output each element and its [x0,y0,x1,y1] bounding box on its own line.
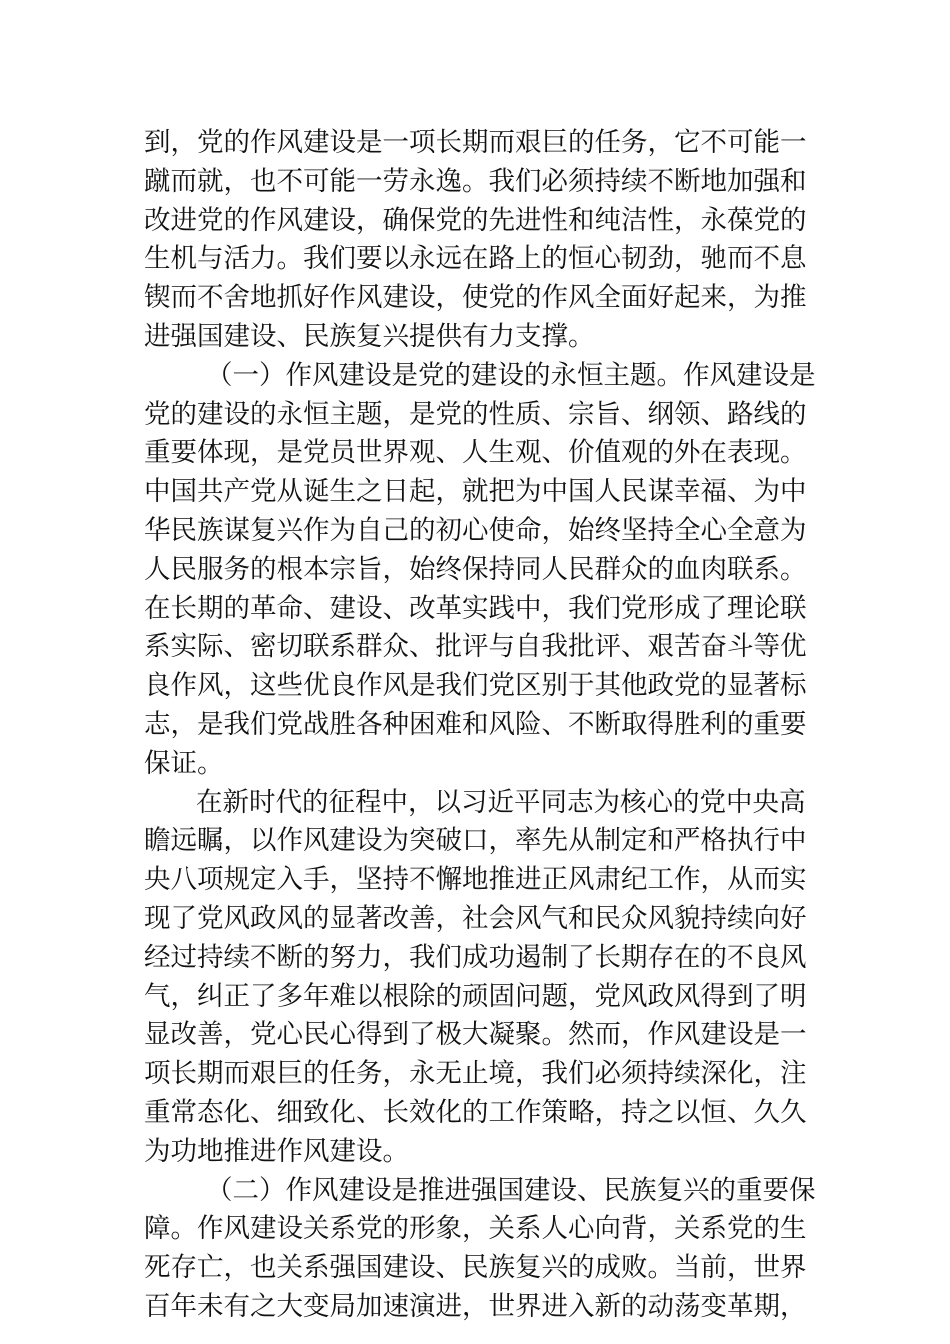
text-line: 志，是我们党战胜各种困难和风险、不断取得胜利的重要 [144,708,807,740]
text-line: 保证。 [144,747,224,779]
body-text [144,124,816,1327]
text-line: 重要体现，是党员世界观、人生观、价值观的外在表现。 [144,437,807,469]
text-line: 中国共产党从诞生之日起，就把为中国人民谋幸福、为中 [144,476,807,508]
text-line: 进强国建设、民族复兴提供有力支撑。 [144,320,595,352]
text-line: 死存亡，也关系强国建设、民族复兴的成败。当前，世界 [144,1252,807,1284]
text-line: 瞻远瞩，以作风建设为突破口，率先从制定和严格执行中 [144,825,807,857]
section-heading-1: （一）作风建设是党的建设的永恒主题。作风建设是 [206,359,816,391]
text-line: 经过持续不断的努力，我们成功遏制了长期存在的不良风 [144,941,807,973]
text-line: 现了党风政风的显著改善，社会风气和民众风貌持续向好 [144,902,807,934]
text-line: 百年未有之大变局加速演进，世界进入新的动荡变革期， [144,1290,807,1322]
text-line: 重常态化、细致化、长效化的工作策略，持之以恒、久久 [144,1096,807,1128]
text-line: 气，纠正了多年难以根除的顽固问题，党风政风得到了明 [144,980,807,1012]
text-line: 系实际、密切联系群众、批评与自我批评、艰苦奋斗等优 [144,631,807,663]
section-heading-2: （二）作风建设是推进强国建设、民族复兴的重要保 [206,1174,816,1206]
text-line: 央八项规定入手，坚持不懈地推进正风肃纪工作，从而实 [144,864,807,896]
text-line: 在长期的革命、建设、改革实践中，我们党形成了理论联 [144,592,807,624]
paragraph-start: 在新时代的征程中，以习近平同志为核心的党中央高 [196,786,806,818]
text-line: 人民服务的根本宗旨，始终保持同人民群众的血肉联系。 [144,553,807,585]
text-line: 改进党的作风建设，确保党的先进性和纯洁性，永葆党的 [144,204,807,236]
text-line: 锲而不舍地抓好作风建设，使党的作风全面好起来，为推 [144,282,807,314]
text-line: 项长期而艰巨的任务，永无止境，我们必须持续深化，注 [144,1058,807,1090]
text-line: 生机与活力。我们要以永远在路上的恒心韧劲，驰而不息 [144,243,807,275]
text-line: 党的建设的永恒主题，是党的性质、宗旨、纲领、路线的 [144,398,807,430]
text-line: 障。作风建设关系党的形象，关系人心向背，关系党的生 [144,1213,807,1245]
text-line: 到，党的作风建设是一项长期而艰巨的任务，它不可能一 [144,127,807,158]
text-line: 显改善，党心民心得到了极大凝聚。然而，作风建设是一 [144,1019,807,1051]
text-line: 华民族谋复兴作为自己的初心使命，始终坚持全心全意为 [144,514,807,546]
text-line: 良作风，这些优良作风是我们党区别于其他政党的显著标 [144,670,807,702]
text-line: 为功地推进作风建设。 [144,1135,409,1167]
text-line: 蹴而就，也不可能一劳永逸。我们必须持续不断地加强和 [144,165,807,197]
